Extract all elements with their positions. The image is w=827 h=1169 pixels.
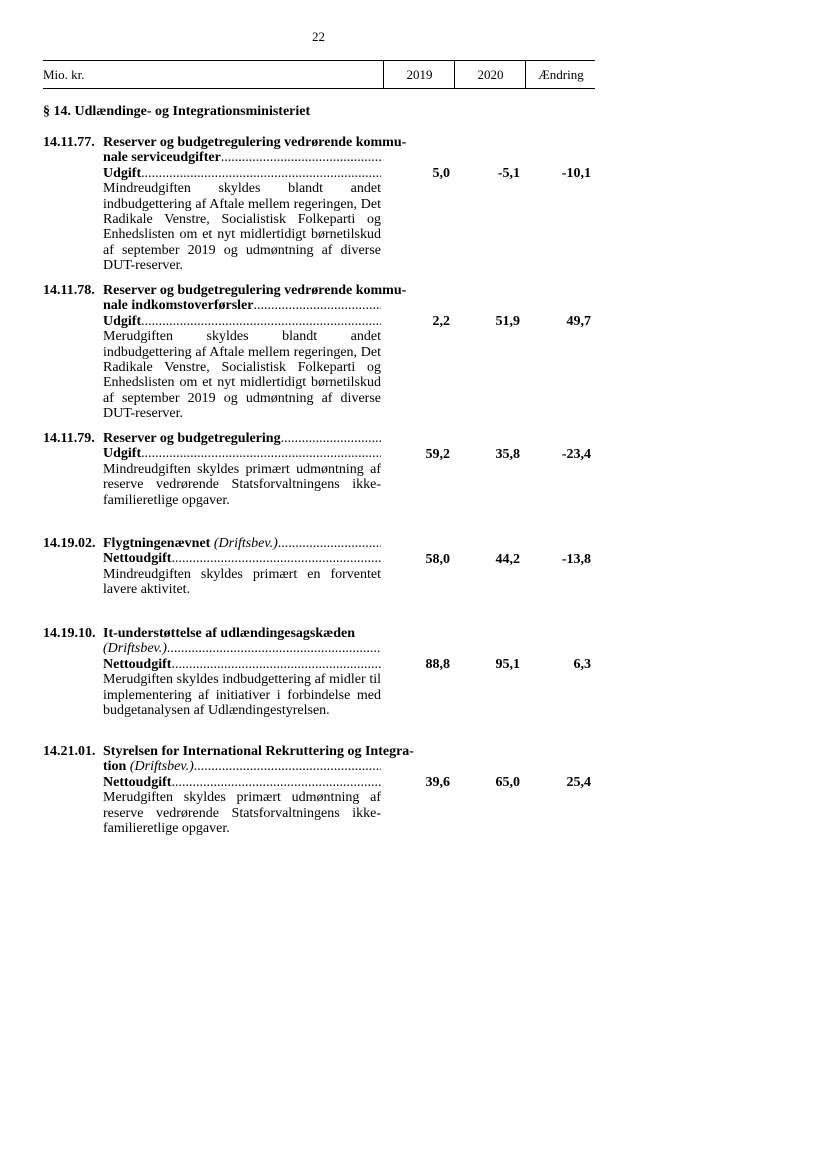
entry-body	[103, 283, 407, 422]
value-2020: 51,9	[495, 314, 520, 329]
value-2020: 65,0	[495, 775, 520, 790]
entry-body	[103, 536, 381, 598]
entry-code: 14.11.79.	[43, 431, 95, 446]
entry-title: Styrelsen for International Rekruttering og Integra-	[103, 744, 414, 759]
value-change: 25,4	[566, 775, 591, 790]
entry-body	[103, 431, 381, 508]
entry-description: Mindreudgiften skyldes blandt andet indbudgettering af Aftale mellem regeringen, Det Radikale Venstre, Socialistisk Folkeparti og Enhedslisten om et nyt midlertidigt børnetilskud af september 2019 og udmøntning af diverse DUT-reserver.	[103, 181, 381, 274]
entry-description: Merudgiften skyldes primært udmøntning af reserve vedrørende Statsforvaltningens ikke-familieretlige opgaver.	[103, 790, 381, 837]
page-number: 22	[312, 29, 325, 44]
entry-title-continued: nale indkomstoverførsler	[103, 298, 254, 314]
entry-title-continued: tion	[103, 759, 127, 775]
entry-code: 14.21.01.	[43, 744, 96, 759]
value-change: 6,3	[573, 657, 591, 672]
entry-body	[103, 744, 414, 837]
entry-code: 14.11.77.	[43, 135, 95, 150]
column-header-2019: 2019	[383, 61, 455, 88]
value-2020: 95,1	[495, 657, 520, 672]
entry-title-note: (Driftsbev.)	[103, 641, 167, 657]
entry-type: Nettoudgift	[103, 774, 172, 790]
entry-description: Mindreudgiften skyldes primært udmøntning af reserve vedrørende Statsforvaltningens ikke-familieretlige opgaver.	[103, 461, 381, 508]
value-2019: 2,2	[432, 314, 450, 329]
column-header-2020: 2020	[454, 61, 526, 88]
entry-title: Reserver og budgetregulering	[103, 431, 281, 446]
entry-title-note: (Driftsbev.)	[129, 759, 194, 775]
entry-code: 14.19.02.	[43, 536, 96, 551]
entry-type: Udgift	[103, 165, 142, 181]
entry-title-continued: nale serviceudgifter	[103, 150, 221, 166]
value-change: 49,7	[566, 314, 591, 329]
value-2019: 88,8	[425, 657, 450, 672]
entry-description: Merudgiften skyldes blandt andet indbudgettering af Aftale mellem regeringen, Det Radikale Venstre, Socialistisk Folkeparti og Enhedslisten om et nyt midlertidigt børnetilskud af september 2019 og udmøntning af diverse DUT-reserver.	[103, 329, 381, 422]
entry-type: Nettoudgift	[103, 551, 172, 567]
entry-title: Reserver og budgetregulering vedrørende kommu-	[103, 135, 407, 150]
entry-code: 14.11.78.	[43, 283, 95, 298]
entry-title: It-understøttelse af udlændingesagskæden	[103, 626, 356, 641]
value-2020: 35,8	[495, 447, 520, 462]
value-2020: -5,1	[497, 166, 520, 181]
value-change: -23,4	[561, 447, 591, 462]
entry-title: Flygtningenævnet	[103, 536, 211, 551]
entry-body	[103, 626, 381, 718]
entry-code: 14.19.10.	[43, 626, 96, 641]
value-2020: 44,2	[495, 552, 520, 567]
value-2019: 5,0	[432, 166, 450, 181]
entry-type: Udgift	[103, 313, 142, 329]
entry-body	[103, 135, 407, 274]
section-title: § 14. Udlændinge- og Integrationsministeriet	[43, 104, 311, 119]
entry-type: Udgift	[103, 446, 142, 462]
value-2019: 59,2	[425, 447, 450, 462]
value-change: -10,1	[561, 166, 591, 181]
table-header	[43, 60, 595, 89]
entry-type: Nettoudgift	[103, 656, 172, 672]
column-header-change: Ændring	[525, 61, 596, 88]
entry-title: Reserver og budgetregulering vedrørende kommu-	[103, 283, 407, 298]
value-change: -13,8	[561, 552, 591, 567]
entry-description: Merudgiften skyldes indbudgettering af midler til implementering af initiativer i forbindelse med budgetanalysen af Udlændingestyrelsen.	[103, 672, 381, 719]
value-2019: 39,6	[425, 775, 450, 790]
unit-label: Mio. kr.	[43, 66, 85, 82]
value-2019: 58,0	[425, 552, 450, 567]
entry-description: Mindreudgiften skyldes primært en forventet lavere aktivitet.	[103, 566, 381, 598]
entry-title-note: (Driftsbev.)	[213, 536, 278, 551]
